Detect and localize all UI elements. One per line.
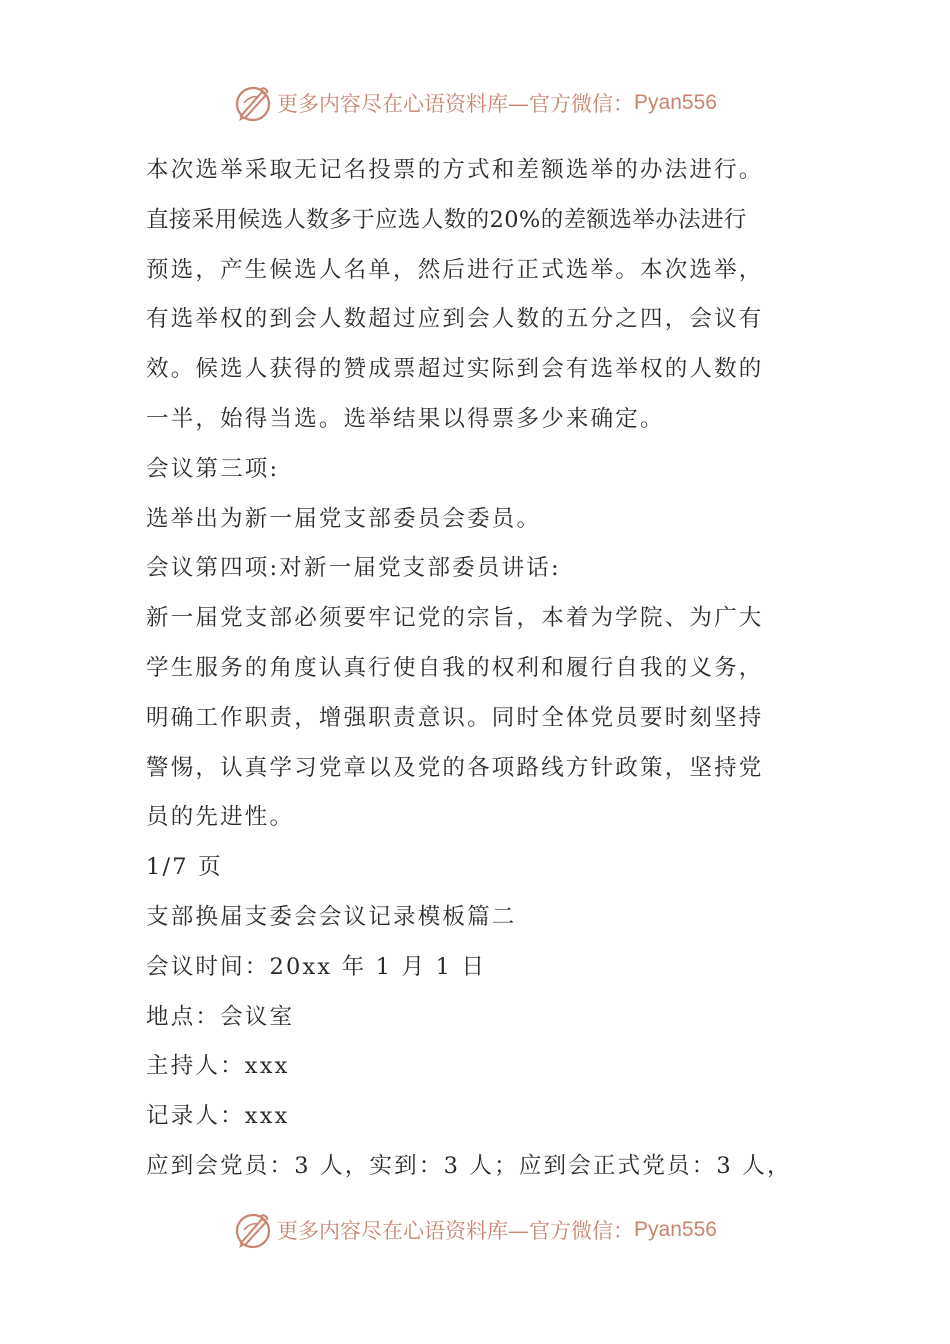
attendance-line: 应到会党员：3 人，实到：3 人；应到会正式党员：3 人，	[146, 1152, 792, 1179]
document-body	[146, 146, 810, 1192]
pen-circle-icon	[233, 1210, 273, 1250]
document-section-title: 支部换届支委会会议记录模板篇二	[146, 903, 517, 930]
banner-wechat-handle: Pyan556	[634, 91, 717, 114]
paragraph-line: 有选举权的到会人数超过应到会人数的五分之四，会议有	[146, 306, 764, 333]
paragraph-line: 学生服务的角度认真行使自我的权利和履行自我的义务，	[146, 654, 764, 681]
page-number: 1/7 页	[146, 854, 223, 881]
meeting-location: 地点：会议室	[146, 1003, 295, 1030]
banner-brand-text: 更多内容尽在心语资料库—官方微信：	[277, 92, 635, 116]
paragraph-line: 一半，始得当选。选举结果以得票多少来确定。	[146, 405, 665, 432]
paragraph-line: 选举出为新一届党支部委员会委员。	[146, 505, 542, 532]
footer-banner	[0, 1208, 950, 1252]
banner-wechat-handle: Pyan556	[634, 1218, 717, 1241]
paragraph-line: 明确工作职责，增强职责意识。同时全体党员要时刻坚持	[146, 704, 764, 731]
paragraph-line: 直接采用候选人数多于应选人数的20%的差额选举办法进行	[146, 206, 747, 233]
banner-brand-text: 更多内容尽在心语资料库—官方微信：	[277, 1219, 635, 1243]
section-heading: 会议第四项:对新一届党支部委员讲话:	[146, 555, 561, 582]
pen-circle-icon	[233, 83, 273, 123]
paragraph-line: 预选，产生候选人名单，然后进行正式选举。本次选举，	[146, 256, 764, 283]
paragraph-line: 新一届党支部必须要牢记党的宗旨，本着为学院、为广大	[146, 605, 764, 632]
header-banner	[0, 81, 950, 125]
paragraph-line: 本次选举采取无记名投票的方式和差额选举的办法进行。	[146, 157, 764, 183]
meeting-host: 主持人：xxx	[146, 1053, 290, 1080]
meeting-recorder: 记录人：xxx	[146, 1103, 290, 1130]
meeting-time: 会议时间：20xx 年 1 月 1 日	[146, 953, 487, 980]
paragraph-line: 警惕，认真学习党章以及党的各项路线方针政策，坚持党	[146, 754, 764, 781]
paragraph-line: 员的先进性。	[146, 804, 295, 831]
section-heading: 会议第三项:	[146, 455, 280, 482]
paragraph-line: 效。候选人获得的赞成票超过实际到会有选举权的人数的	[146, 356, 764, 383]
